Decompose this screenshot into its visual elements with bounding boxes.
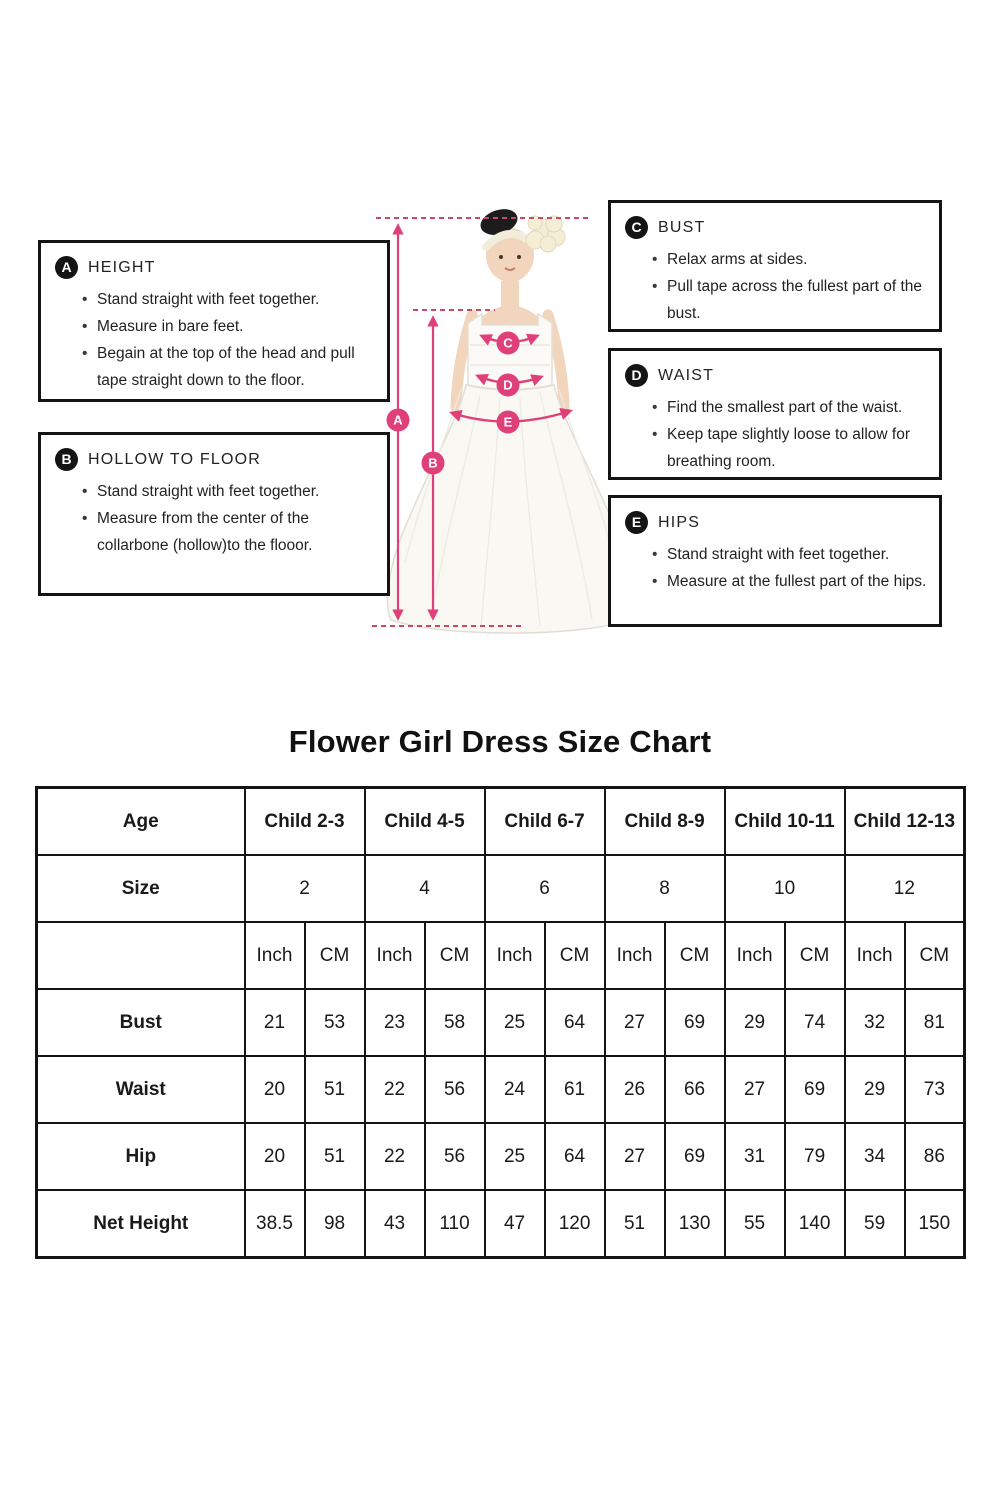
measurement-row <box>37 1056 965 1123</box>
size-row <box>37 855 965 922</box>
age-group-cell: Child 6-7 <box>485 788 605 856</box>
row-label-cell: Waist <box>37 1056 245 1123</box>
cm-value-cell: 69 <box>665 989 725 1056</box>
cm-value-cell: 74 <box>785 989 845 1056</box>
badge-a-letter: A <box>393 412 403 428</box>
inch-value-cell: 43 <box>365 1190 425 1258</box>
box-header <box>625 511 927 534</box>
instruction-list <box>652 394 927 475</box>
age-group-cell: Child 12-13 <box>845 788 965 856</box>
size-label-cell: Size <box>37 855 245 922</box>
cm-value-cell: 58 <box>425 989 485 1056</box>
badge-d-letter: D <box>503 377 513 393</box>
inch-value-cell: 23 <box>365 989 425 1056</box>
box-header <box>55 448 375 471</box>
age-group-cell: Child 10-11 <box>725 788 845 856</box>
instruction-list <box>82 478 375 559</box>
measure-box-waist <box>608 348 942 480</box>
size-table <box>35 786 966 1259</box>
inch-value-cell: 25 <box>485 1123 545 1190</box>
unit-cm-cell: CM <box>665 922 725 989</box>
unit-cm-cell: CM <box>785 922 845 989</box>
unit-row <box>37 922 965 989</box>
box-header <box>625 216 927 239</box>
cm-value-cell: 64 <box>545 989 605 1056</box>
age-label-cell: Age <box>37 788 245 856</box>
unit-inch-cell: Inch <box>365 922 425 989</box>
instruction-list <box>652 246 927 327</box>
badge-b-letter: B <box>428 455 438 471</box>
instruction-bullet: • Relax arms at sides. <box>652 246 927 273</box>
size-table-body <box>37 788 965 1258</box>
instruction-bullet: • Measure at the fullest part of the hips. <box>652 568 927 595</box>
instruction-bullet: • Measure from the center of the collarbone (hollow)to the flooor. <box>82 505 375 559</box>
inch-value-cell: 29 <box>845 1056 905 1123</box>
letter-d-badge-icon: D <box>625 364 648 387</box>
unit-cm-cell: CM <box>425 922 485 989</box>
row-label-cell: Bust <box>37 989 245 1056</box>
inch-value-cell: 34 <box>845 1123 905 1190</box>
row-label-cell: Hip <box>37 1123 245 1190</box>
inch-value-cell: 55 <box>725 1190 785 1258</box>
box-title: HIPS <box>658 513 701 531</box>
cm-value-cell: 81 <box>905 989 965 1056</box>
letter-b-badge-icon: B <box>55 448 78 471</box>
measure-box-hollow-to-floor <box>38 432 390 596</box>
size-value-cell: 12 <box>845 855 965 922</box>
instruction-bullet: • Stand straight with feet together. <box>652 541 927 568</box>
cm-value-cell: 110 <box>425 1190 485 1258</box>
letter-a-badge-icon: A <box>55 256 78 279</box>
instruction-bullet: • Measure in bare feet. <box>82 313 375 340</box>
size-value-cell: 2 <box>245 855 365 922</box>
cm-value-cell: 56 <box>425 1123 485 1190</box>
inch-value-cell: 21 <box>245 989 305 1056</box>
letter-e-badge-icon: E <box>625 511 648 534</box>
badge-c-letter: C <box>503 335 513 351</box>
box-title: WAIST <box>658 366 715 384</box>
inch-value-cell: 22 <box>365 1056 425 1123</box>
cm-value-cell: 130 <box>665 1190 725 1258</box>
measure-box-bust <box>608 200 942 332</box>
inch-value-cell: 59 <box>845 1190 905 1258</box>
size-value-cell: 10 <box>725 855 845 922</box>
cm-value-cell: 69 <box>785 1056 845 1123</box>
inch-value-cell: 51 <box>605 1190 665 1258</box>
size-value-cell: 6 <box>485 855 605 922</box>
cm-value-cell: 98 <box>305 1190 365 1258</box>
page-title: Flower Girl Dress Size Chart <box>288 724 712 759</box>
instruction-bullet: • Pull tape across the fullest part of the bust. <box>652 273 927 327</box>
inch-value-cell: 27 <box>605 989 665 1056</box>
inch-value-cell: 38.5 <box>245 1190 305 1258</box>
cm-value-cell: 150 <box>905 1190 965 1258</box>
right-eye <box>517 255 521 259</box>
instruction-bullet: • Keep tape slightly loose to allow for breathing room. <box>652 421 927 475</box>
inch-value-cell: 47 <box>485 1190 545 1258</box>
inch-value-cell: 26 <box>605 1056 665 1123</box>
cm-value-cell: 61 <box>545 1056 605 1123</box>
cm-value-cell: 69 <box>665 1123 725 1190</box>
measure-box-hips <box>608 495 942 627</box>
size-table-section <box>35 786 963 1259</box>
inch-value-cell: 27 <box>725 1056 785 1123</box>
box-title: HEIGHT <box>88 258 156 276</box>
measurement-row <box>37 1190 965 1258</box>
instruction-bullet: • Begain at the top of the head and pull tape straight down to the floor. <box>82 340 375 394</box>
instruction-bullet: • Find the smallest part of the waist. <box>652 394 927 421</box>
inch-value-cell: 24 <box>485 1056 545 1123</box>
age-group-cell: Child 2-3 <box>245 788 365 856</box>
unit-cm-cell: CM <box>305 922 365 989</box>
inch-value-cell: 20 <box>245 1123 305 1190</box>
box-title: BUST <box>658 218 706 236</box>
letter-c-badge-icon: C <box>625 216 648 239</box>
box-header <box>625 364 927 387</box>
unit-inch-cell: Inch <box>245 922 305 989</box>
box-title: HOLLOW TO FLOOR <box>88 450 261 468</box>
unit-inch-cell: Inch <box>485 922 545 989</box>
age-group-cell: Child 8-9 <box>605 788 725 856</box>
cm-value-cell: 53 <box>305 989 365 1056</box>
box-header <box>55 256 375 279</box>
age-group-cell: Child 4-5 <box>365 788 485 856</box>
size-value-cell: 4 <box>365 855 485 922</box>
cm-value-cell: 51 <box>305 1056 365 1123</box>
instruction-bullet: • Stand straight with feet together. <box>82 286 375 313</box>
cm-value-cell: 79 <box>785 1123 845 1190</box>
unit-inch-cell: Inch <box>845 922 905 989</box>
row-label-cell: Net Height <box>37 1190 245 1258</box>
badge-e-letter: E <box>503 414 513 430</box>
inch-value-cell: 32 <box>845 989 905 1056</box>
cm-value-cell: 120 <box>545 1190 605 1258</box>
instruction-list <box>652 541 927 595</box>
inch-value-cell: 29 <box>725 989 785 1056</box>
cm-value-cell: 64 <box>545 1123 605 1190</box>
age-row <box>37 788 965 856</box>
cm-value-cell: 56 <box>425 1056 485 1123</box>
measurement-row <box>37 1123 965 1190</box>
inch-value-cell: 31 <box>725 1123 785 1190</box>
inch-value-cell: 25 <box>485 989 545 1056</box>
cm-value-cell: 51 <box>305 1123 365 1190</box>
measurement-row <box>37 989 965 1056</box>
cm-value-cell: 73 <box>905 1056 965 1123</box>
left-eye <box>499 255 503 259</box>
size-value-cell: 8 <box>605 855 725 922</box>
measure-box-height <box>38 240 390 402</box>
unit-cm-cell: CM <box>905 922 965 989</box>
inch-value-cell: 22 <box>365 1123 425 1190</box>
inch-value-cell: 27 <box>605 1123 665 1190</box>
unit-cm-cell: CM <box>545 922 605 989</box>
cm-value-cell: 66 <box>665 1056 725 1123</box>
empty-cell <box>37 922 245 989</box>
instruction-bullet: • Stand straight with feet together. <box>82 478 375 505</box>
inch-value-cell: 20 <box>245 1056 305 1123</box>
cm-value-cell: 140 <box>785 1190 845 1258</box>
cm-value-cell: 86 <box>905 1123 965 1190</box>
flower <box>526 216 565 252</box>
unit-inch-cell: Inch <box>725 922 785 989</box>
instruction-list <box>82 286 375 394</box>
unit-inch-cell: Inch <box>605 922 665 989</box>
